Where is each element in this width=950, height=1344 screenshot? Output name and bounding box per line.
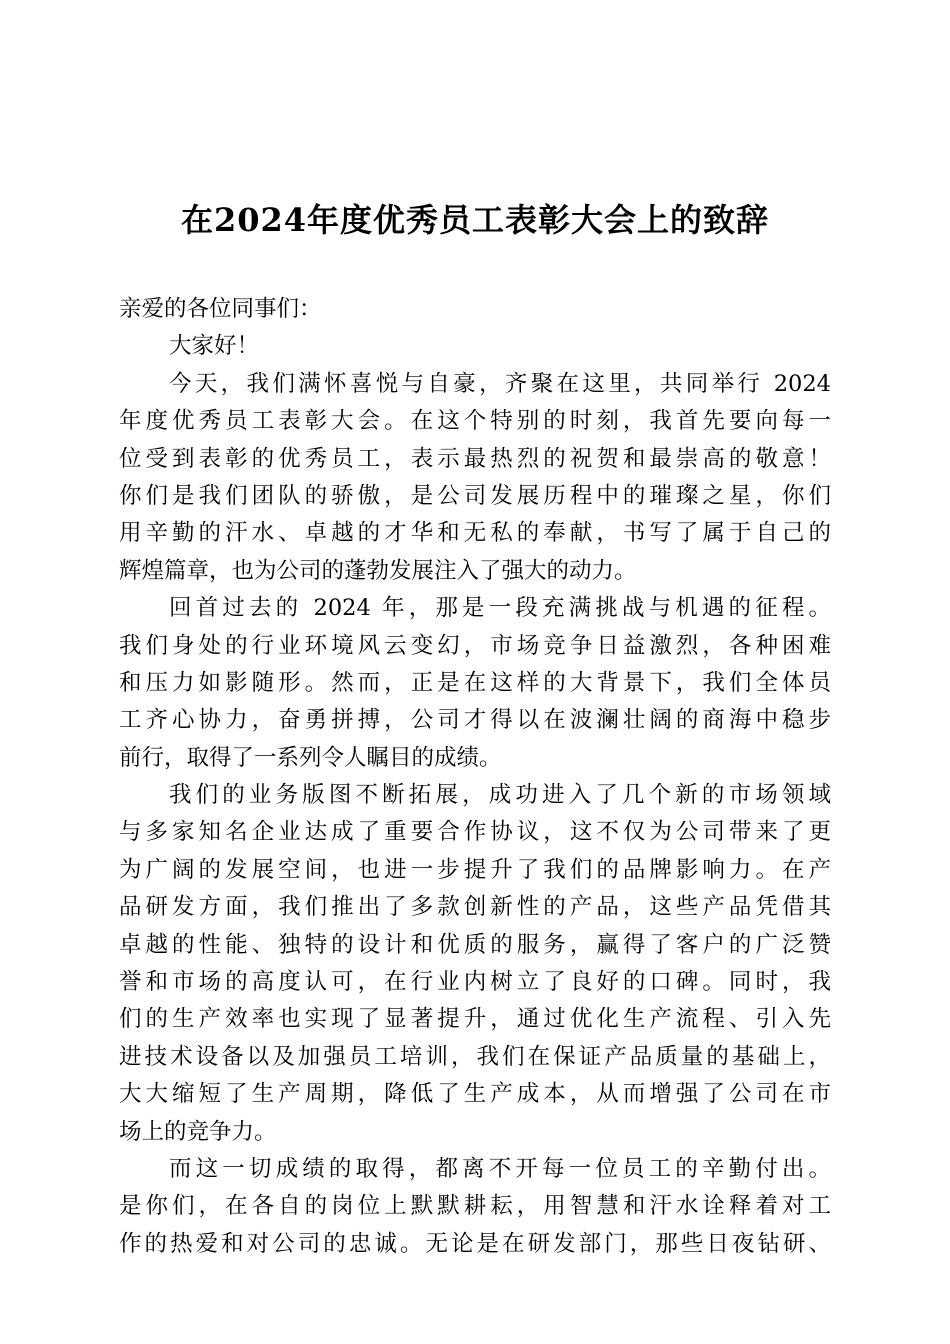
paragraph-line: 今天，我们满怀喜悦与自豪，齐聚在这里，共同举行 2024 (169, 370, 831, 397)
paragraph-line: 我们的业务版图不断拓展，成功进入了几个新的市场领域 (169, 782, 831, 809)
paragraph-line: 是你们，在各自的岗位上默默耕耘，用智慧和汗水诠释着对工 (119, 1193, 831, 1220)
paragraph-line: 们的生产效率也实现了显著提升，通过优化生产流程、引入先 (119, 1006, 831, 1033)
paragraph-line: 你们是我们团队的骄傲，是公司发展历程中的璀璨之星，你们 (119, 482, 831, 509)
paragraph-line: 前行，取得了一系列令人瞩目的成绩。 (119, 744, 502, 771)
paragraph-line: 位受到表彰的优秀员工，表示最热烈的祝贺和最崇高的敬意！ (119, 445, 831, 472)
paragraph-line: 与多家知名企业达成了重要合作协议，这不仅为公司带来了更 (119, 819, 831, 846)
greeting-line: 大家好！ (169, 333, 260, 360)
paragraph-line: 和压力如影随形。然而，正是在这样的大背景下，我们全体员 (119, 669, 831, 696)
paragraph-line: 年度优秀员工表彰大会。在这个特别的时刻，我首先要向每一 (119, 408, 831, 435)
paragraph-line: 我们身处的行业环境风云变幻，市场竞争日益激烈，各种困难 (119, 632, 831, 659)
paragraph-line: 誉和市场的高度认可，在行业内树立了良好的口碑。同时，我 (119, 969, 831, 996)
paragraph-line: 进技术设备以及加强员工培训，我们在保证产品质量的基础上， (119, 1043, 831, 1070)
paragraph-line: 回首过去的 2024 年，那是一段充满挑战与机遇的征程。 (169, 595, 831, 622)
paragraph-line: 用辛勤的汗水、卓越的才华和无私的奉献，书写了属于自己的 (119, 520, 831, 547)
paragraph-line: 品研发方面，我们推出了多款创新性的产品，这些产品凭借其 (119, 894, 831, 921)
paragraph-line: 为广阔的发展空间，也进一步提升了我们的品牌影响力。在产 (119, 856, 831, 883)
paragraph-line: 而这一切成绩的取得，都离不开每一位员工的辛勤付出。 (169, 1155, 831, 1182)
document-title: 在2024年度优秀员工表彰大会上的致辞 (180, 201, 770, 239)
document-body (119, 291, 831, 1263)
salutation-line: 亲爱的各位同事们： (119, 296, 322, 322)
paragraph-line: 卓越的性能、独特的设计和优质的服务，赢得了客户的广泛赞 (119, 931, 831, 958)
paragraph-line: 作的热爱和对公司的忠诚。无论是在研发部门，那些日夜钻研、 (119, 1230, 831, 1257)
paragraph-line: 大大缩短了生产周期，降低了生产成本，从而增强了公司在市 (119, 1081, 831, 1108)
paragraph-line: 场上的竞争力。 (119, 1118, 277, 1145)
paragraph-line: 辉煌篇章，也为公司的蓬勃发展注入了强大的动力。 (119, 557, 637, 584)
paragraph-line: 工齐心协力，奋勇拼搏，公司才得以在波澜壮阔的商海中稳步 (119, 707, 831, 734)
